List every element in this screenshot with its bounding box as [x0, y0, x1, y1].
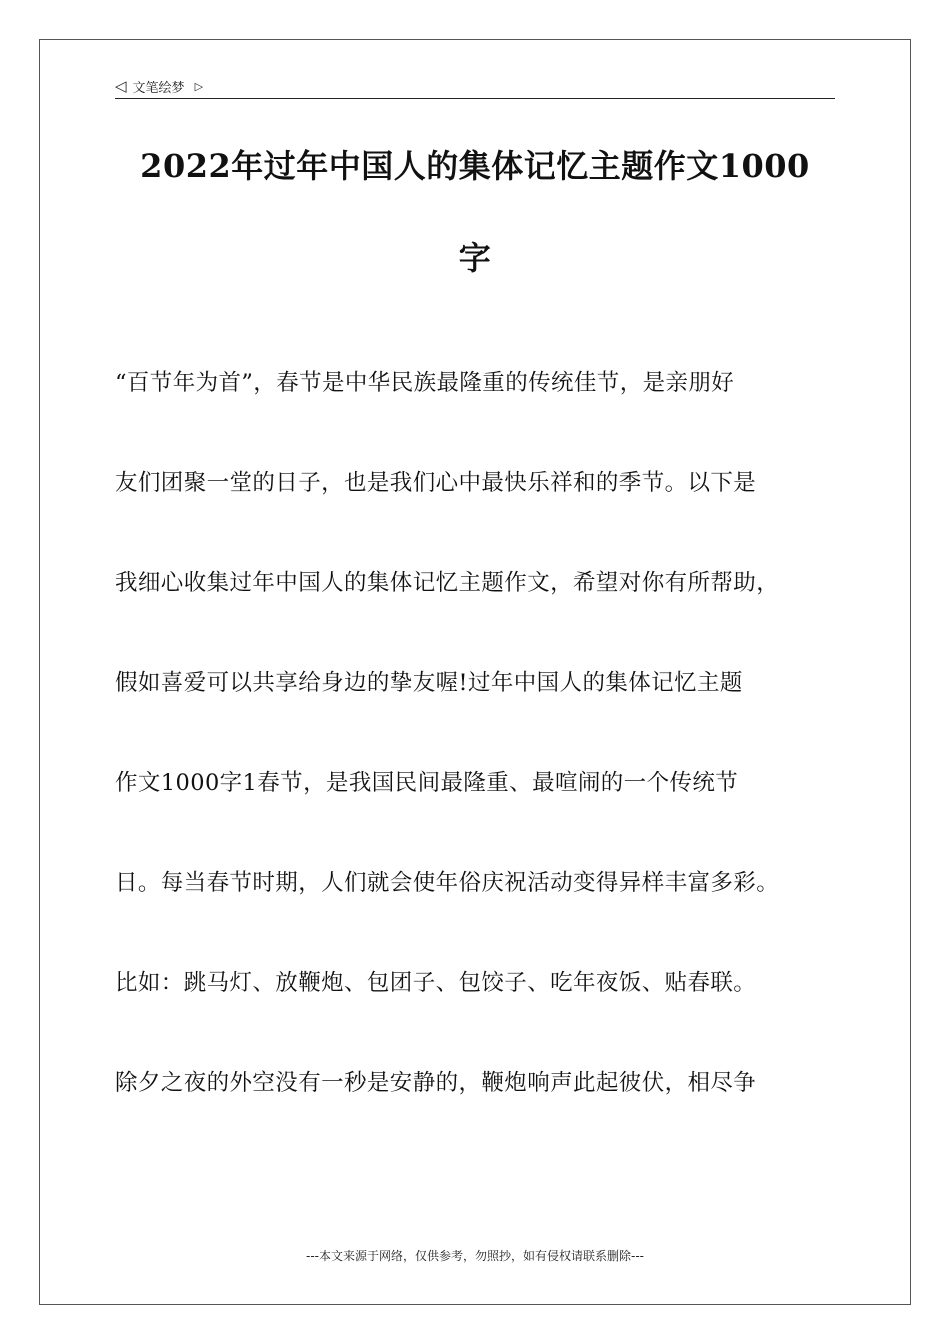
title-line: 字: [458, 239, 492, 277]
body-line: 友们团聚一堂的日子，也是我们心中最快乐祥和的季节。以下是: [115, 470, 757, 496]
body-text: [115, 355, 855, 1155]
left-triangle-icon: ◁: [115, 76, 127, 95]
body-line: 比如：跳马灯、放鞭炮、包团子、包饺子、吃年夜饭、贴春联。: [115, 970, 757, 996]
body-line: 作文1000字1春节，是我国民间最隆重、最喧闹的一个传统节: [115, 770, 739, 796]
right-triangle-icon: ▷: [194, 79, 204, 93]
header-label: 文笔绘梦: [132, 80, 185, 96]
body-line: 假如喜爱可以共享给身边的挚友喔!过年中国人的集体记忆主题: [115, 670, 743, 696]
body-line: 我细心收集过年中国人的集体记忆主题作文，希望对你有所帮助，: [115, 570, 780, 596]
body-line: 日。每当春节时期，人们就会使年俗庆祝活动变得异样丰富多彩。: [115, 870, 780, 896]
body-line: “百节年为首”，春节是中华民族最隆重的传统佳节，是亲朋好: [115, 370, 735, 396]
title-line: 2022年过年中国人的集体记忆主题作文1000: [140, 147, 810, 185]
body-line: 除夕之夜的外空没有一秒是安静的，鞭炮响声此起彼伏，相尽争: [115, 1070, 757, 1096]
document-title: [100, 120, 850, 304]
page-header: [115, 74, 835, 99]
page-footer: ---本文来源于网络，仅供参考，勿照抄，如有侵权请联系删除---: [306, 1249, 644, 1263]
